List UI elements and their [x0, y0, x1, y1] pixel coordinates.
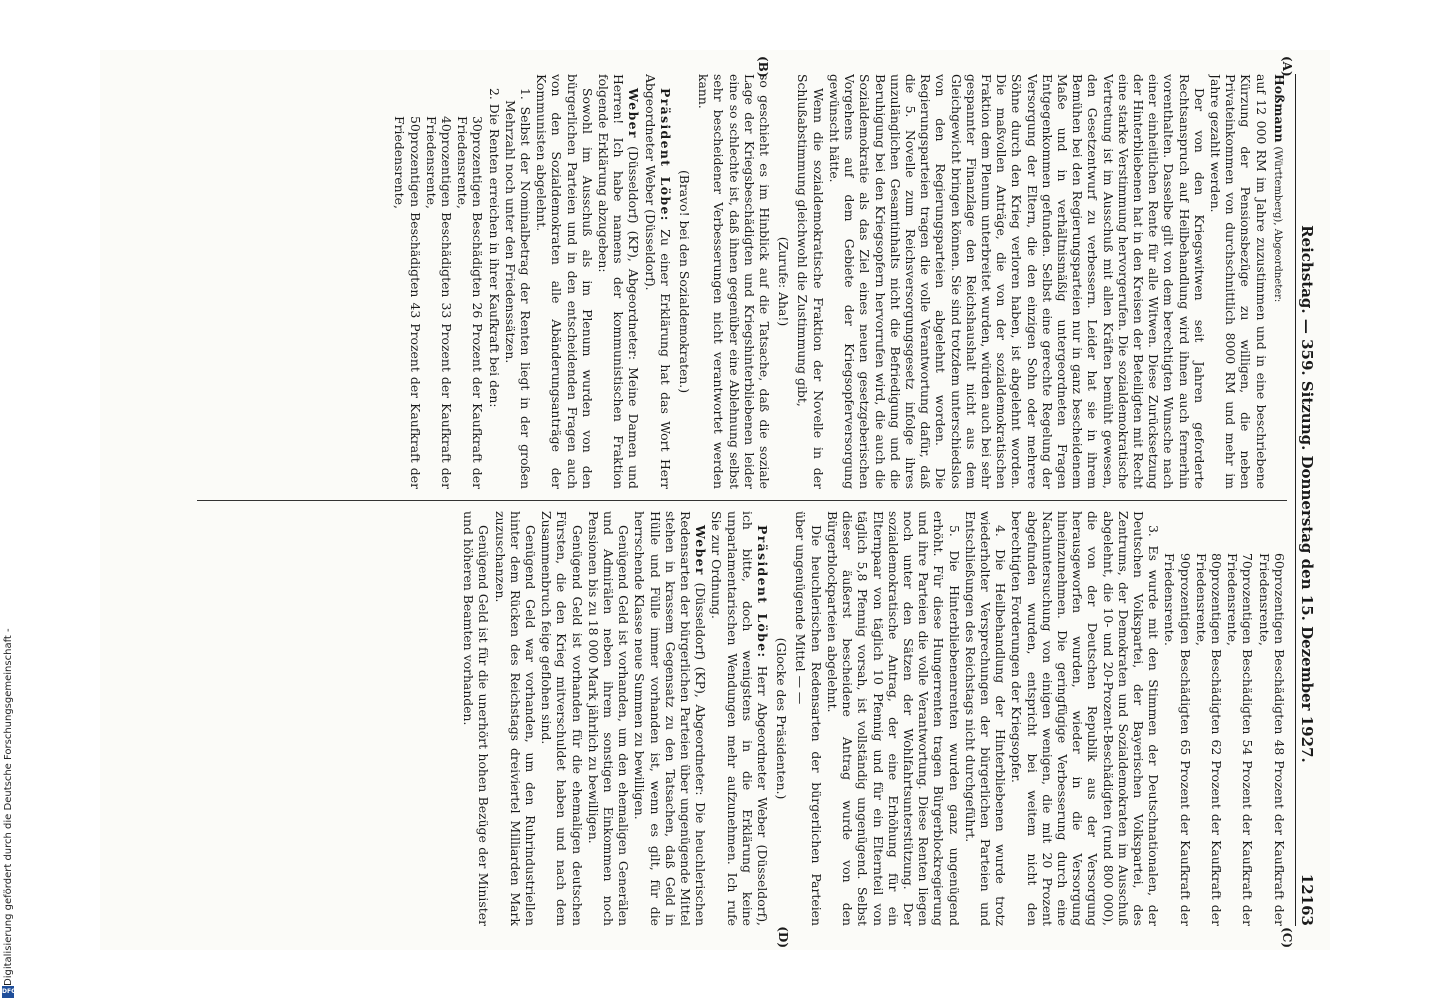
president-remark — [709, 511, 770, 926]
paragraph: auf 12 000 RM im Jahre zuzustimmen und in eine beschriebene Kürzung der Pensionsbezüge zu willigen, die neben Privateinkommen von durchschnittlich 8000 RM und mehr im Jahre gezahlt werden. — [1207, 74, 1269, 489]
list-subitem: 30prozentigen Beschädigten 26 Prozent der Kaufkraft der Friedensrente, — [455, 116, 486, 489]
paragraph: Wenn die sozialdemokratische Fraktion der Novelle in der Schlußabstimmung gleichwohl die Zustimmung gibt, — [795, 74, 826, 489]
list-subitem: 60prozentigen Beschädigten 48 Prozent der Kaufkraft der Friedensrente, — [1256, 553, 1287, 926]
margin-marker-a: (A) — [1280, 56, 1294, 77]
margin-marker-b: (B) — [756, 56, 770, 78]
speaker-name: Weber — [626, 88, 642, 139]
president-remark — [642, 74, 672, 489]
weber-speech — [632, 511, 708, 926]
paragraph: Die heuchlerischen Redensarten der bürgerlichen Parteien über ungenügende Mittel — — — [793, 511, 824, 926]
paragraph: Genügend Geld ist vorhanden für die ehemaligen deutschen Fürsten, die den Krieg mitverschuldet haben und nach dem Zusammenbruch feige geflohen sind. — [539, 511, 585, 926]
list-subitem: 90prozentigen Beschädigten 65 Prozent der Kaufkraft der Friedensrente. — [1162, 553, 1193, 926]
margin-marker-c: (C) — [1280, 927, 1294, 948]
list-item: 5. Die Hinterbliebenenrenten wurden ganz ungenügend erhöht. Für diese Hungerrenten tragen Bürgerblockregierung und ihre Parteien die volle Verantwortung. Diese Renten liegen noch unter den Sätzen der Wohlfahrtsunterstützung. Der sozialdemokratische Antrag, der eine Erhöhung für ein Elternpaar von täglich 10 Pfennig und für ein Elternteil von täglich 5,8 Pfennig vorsah, ist vollständig ungenügend. Selbst dieser äußerst bescheidene Antrag wurde von den Bürgerblockparteien abgelehnt. — [824, 511, 962, 926]
list-item: 4. Die Heilbehandlung der Hinterbliebenen wurde trotz wiederholter Versprechungen der bürgerlichen Parteien und Entschließungen des Reichstags nicht durchgeführt. — [962, 511, 1009, 926]
page-title: Reichstag. — 359. Sitzung. Donnerstag den 15. Dezember 1927. — [1298, 225, 1316, 763]
paragraph: Genügend Geld war vorhanden, um den Ruhrindustriellen hinter dem Rücken des Reichstags dreiviertel Milliarden Mark zuzuschanzen. — [492, 511, 539, 926]
speaker-continuation — [1270, 74, 1287, 489]
column-divider — [197, 500, 1287, 501]
president-name: Präsident Löbe: — [755, 525, 771, 659]
right-column — [157, 511, 1287, 926]
speaker-name: Hoßmann — [1271, 74, 1287, 143]
speaker-text: (Düsseldorf) (KP), Abgeordneter: Die heuchlerischen Redensarten der bürgerlichen Parteien über ungenügende Mittel stehen in krassem Gegensatz zu den Tatsachen, daß Geld in Hülle und Fülle immer vorhanden ist, wenn es gilt, für die herrschende Klasse neue Summen zu bewilligen. — [632, 511, 709, 926]
text-columns — [157, 74, 1287, 926]
applause-note: (Bravo! bei den Sozialdemokraten.) — [677, 169, 693, 394]
list-subitem: 80prozentigen Beschädigten 62 Prozent der Kaufkraft der Friedensrente, — [1193, 553, 1224, 926]
paragraph: Sowohl im Ausschuß als im Plenum wurden von den bürgerlichen Parteien und in den entscheidenden Fragen auch von den Sozialdemokraten alle Abänderungsanträge der Kommunisten abgelehnt. — [534, 74, 595, 489]
list-subitem: 40prozentigen Beschädigten 33 Prozent der Kaufkraft der Friedensrente, — [423, 116, 455, 489]
paragraph: Der von den Kriegswitwen seit Jahren geforderte Rechtsanspruch auf Heilbehandlung wird ihnen auch fernerhin vorenthalten. Dasselbe gilt von dem berechtigten Wunsche nach einer einheitlichen Rente für alle Witwen. Diese Zurücksetzung der Hinterbliebenen hat in den Kreisen der Beteiligten mit Recht eine starke Verstimmung hervorgerufen. Die sozialdemokratische Vertretung ist im Ausschuß mit allen Kräften bemüht gewesen, den Gesetzentwurf zu verbessern. Leider hat sie in ihrem Bemühen bei den Regierungsparteien nur in ganz bescheidenem Maße und in verhältnismäßig untergeordneten Fragen Entgegenkommen gefunden. Selbst eine gerechte Regelung der Versorgung der Eltern, die den einzigen Sohn oder mehrere Söhne durch den Krieg verloren haben, ist abgelehnt worden. Die maßvollen Anträge, die von der sozialdemokratischen Fraktion dem Plenum unterbreitet wurden, würden auch bei sehr gespannter Finanzlage den Reichshaushalt nicht aus dem Gleichgewicht bringen können. Sie sind trotzdem unterschiedslos von den Regierungsparteien abgelehnt worden. Die Regierungsparteien tragen die volle Verantwortung dafür, daß die 5. Novelle zum Reichsversorgungsgesetz infolge ihres unzulänglichen Gesamtinhalts nicht die Befriedigung und die Beruhigung bei den Kriegsopfern hervorrufen wird, die auch die Sozialdemokratie als das Ziel eines neuen gesetzgeberischen Vorgehens auf dem Gebiete der Kriegsopferversorgung gewünscht hätte. — [826, 74, 1207, 489]
interjection: (Zurufe: Aha!) — [776, 236, 792, 327]
president-name: Präsident Löbe: — [657, 88, 673, 222]
president-text: Herr Abgeordneter Weber (Düsseldorf), ich bitte, doch wenigstens in die Erklärung keine unparlamentarischen Wendungen mehr aufzunehmen. Ich rufe Sie zur Ordnung. — [709, 511, 771, 926]
list-subitem: 50prozentigen Beschädigten 43 Prozent der Kaufkraft der Friedensrente, — [392, 116, 423, 489]
page-header — [1295, 74, 1314, 926]
margin-marker-d: (D) — [776, 926, 790, 948]
list-item: 2. Die Renten erreichen in ihrer Kaufkraft bei den: — [486, 88, 502, 408]
funding-note: Digitalisierung gefördert durch die Deutsche Forschungsgemeinschaft - — [3, 628, 14, 986]
list-subitem: 70prozentigen Beschädigten 54 Prozent der Kaufkraft der Friedensrente, — [1225, 553, 1256, 926]
list-item: 3. Es wurde mit den Stimmen der Deutschnationalen, der Deutschen Volkspartei, der Bayerischen Volkspartei, des Zentrums, der Demokraten und Sozialdemokraten im Ausschuß abgelehnt, die 10- und 20-Prozent-Beschädigten (rund 800 000), die von der Deutschen Republik aus der Versorgung herausgeworfen wurden, wieder in die Versorgung hineinzunehmen. Die geringfügige Verbesserung durch eine Nachuntersuchung von einigen wenigen, die mit 20 Prozent abgefunden wurden, entspricht bei weitem nicht den berechtigten Forderungen der Kriegsopfer. — [1009, 511, 1162, 926]
funding-sidebar — [0, 0, 18, 1000]
list-item: 1. Selbst der Nominalbetrag der Renten liegt in der großen Mehrzahl noch unter den Friedenssätzen. — [502, 88, 534, 489]
page-number: 12163 — [1298, 873, 1316, 926]
speaker-text: (Düsseldorf) (KP), Abgeordneter: Meine Damen und Herren! Ich habe namens der kommunistischen Fraktion folgende Erklärung abzugeben: — [596, 74, 642, 489]
paragraph: so geschieht es im Hinblick auf die Tatsache, daß die soziale Lage der Kriegsbeschädigten und Kriegshinterbliebenen leider eine so schlechte ist, daß ihnen gegenüber eine Ablehnung selbst sehr bescheidener Verbesserungen nicht verantwortet werden kann. — [696, 74, 773, 489]
president-text: Zu einer Erklärung hat das Wort Herr Abgeordneter Weber (Düsseldorf). — [642, 74, 673, 489]
paragraph: Genügend Geld ist für die unerhört hohen Bezüge der Minister und höheren Beamten vorhanden. — [461, 511, 492, 926]
bell-note: (Glocke des Präsidenten.) — [774, 637, 790, 800]
left-column — [157, 74, 1287, 489]
speaker-affiliation: (Württemberg), Abgeordneter: — [1271, 146, 1283, 303]
paragraph: Genügend Geld ist vorhanden, um den ehemaligen Generälen und Admirälen neben ihrem sonstigen Einkommen noch Pensionen bis zu 18 000 Mark jährlich zu bewilligen. — [585, 511, 632, 926]
weber-speech — [596, 74, 642, 489]
scanned-page — [100, 50, 1330, 950]
dfg-logo-icon: DFG — [2, 986, 14, 998]
speaker-name: Weber — [693, 525, 709, 576]
